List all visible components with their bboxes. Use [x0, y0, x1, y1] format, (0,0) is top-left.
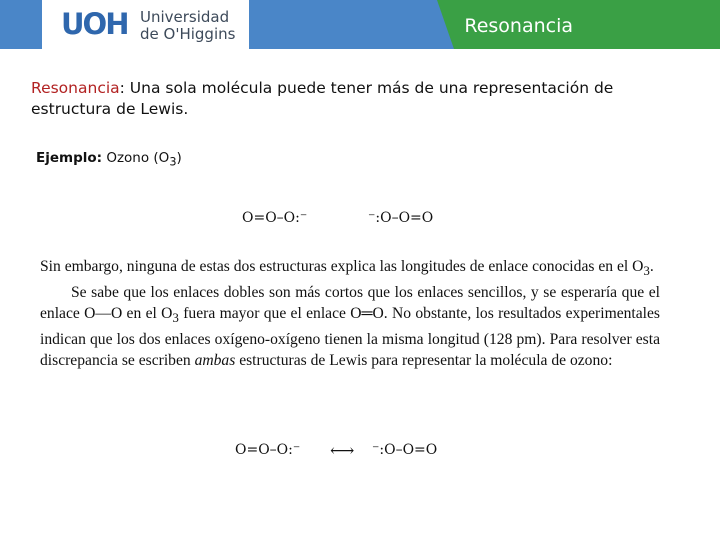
excerpt-p1-sub: 3: [643, 263, 650, 279]
excerpt-p1-end: .: [649, 258, 654, 275]
logo-wordmark: [140, 9, 235, 43]
example-label: Ejemplo:: [36, 150, 103, 166]
excerpt-paragraph-1: [40, 256, 660, 282]
excerpt-p2-b: fuera mayor que el enlace O═O. No obstante, los resultados experimentales indican que los dos enlaces oxígeno-oxígeno tienen la misma longitud (128 pm). Para resolver esta discrepancia se escriben: [40, 305, 661, 370]
lewis-structure-bottom-right: ⁻:O–O=O: [372, 442, 438, 458]
example-close: ): [176, 150, 182, 166]
example-subscript: 3: [169, 155, 177, 169]
lewis-structure-top-left: O=O–O:⁻: [242, 210, 308, 226]
intro-definition: : Una sola molécula puede tener más de una representación de estructura de Lewis.: [31, 79, 614, 118]
lewis-structure-bottom-left: O=O–O:⁻: [235, 442, 301, 458]
logo-mark: UOH: [61, 7, 128, 41]
university-logo: [42, 0, 249, 49]
logo-line-2: de O'Higgins: [140, 25, 236, 43]
excerpt-p2-emphasis: ambas: [194, 352, 236, 370]
lewis-structure-top-right: ⁻:O–O=O: [368, 210, 434, 226]
logo-line-1: Universidad: [140, 8, 230, 26]
excerpt-paragraph-2: [40, 282, 660, 372]
excerpt-p2-c: estructuras de Lewis para representar la molécula de ozono:: [235, 352, 613, 370]
excerpt-p2-a: Se sabe que los enlaces dobles son más cortos que los enlaces sencillos, y se esperaría que el enlace O—O en el O: [40, 283, 660, 323]
example-line: [36, 150, 182, 169]
excerpt-p2-sub: 3: [172, 310, 179, 326]
intro-term: Resonancia: [31, 79, 120, 97]
textbook-excerpt: [40, 256, 660, 372]
resonance-arrow: ⟷: [330, 441, 355, 461]
slide-title: Resonancia: [464, 15, 573, 37]
excerpt-p1-text: Sin embargo, ninguna de estas dos estructuras explica las longitudes de enlace conocidas en el O: [40, 258, 644, 275]
intro-paragraph: [31, 78, 691, 120]
example-text: Ozono (O: [102, 150, 170, 166]
